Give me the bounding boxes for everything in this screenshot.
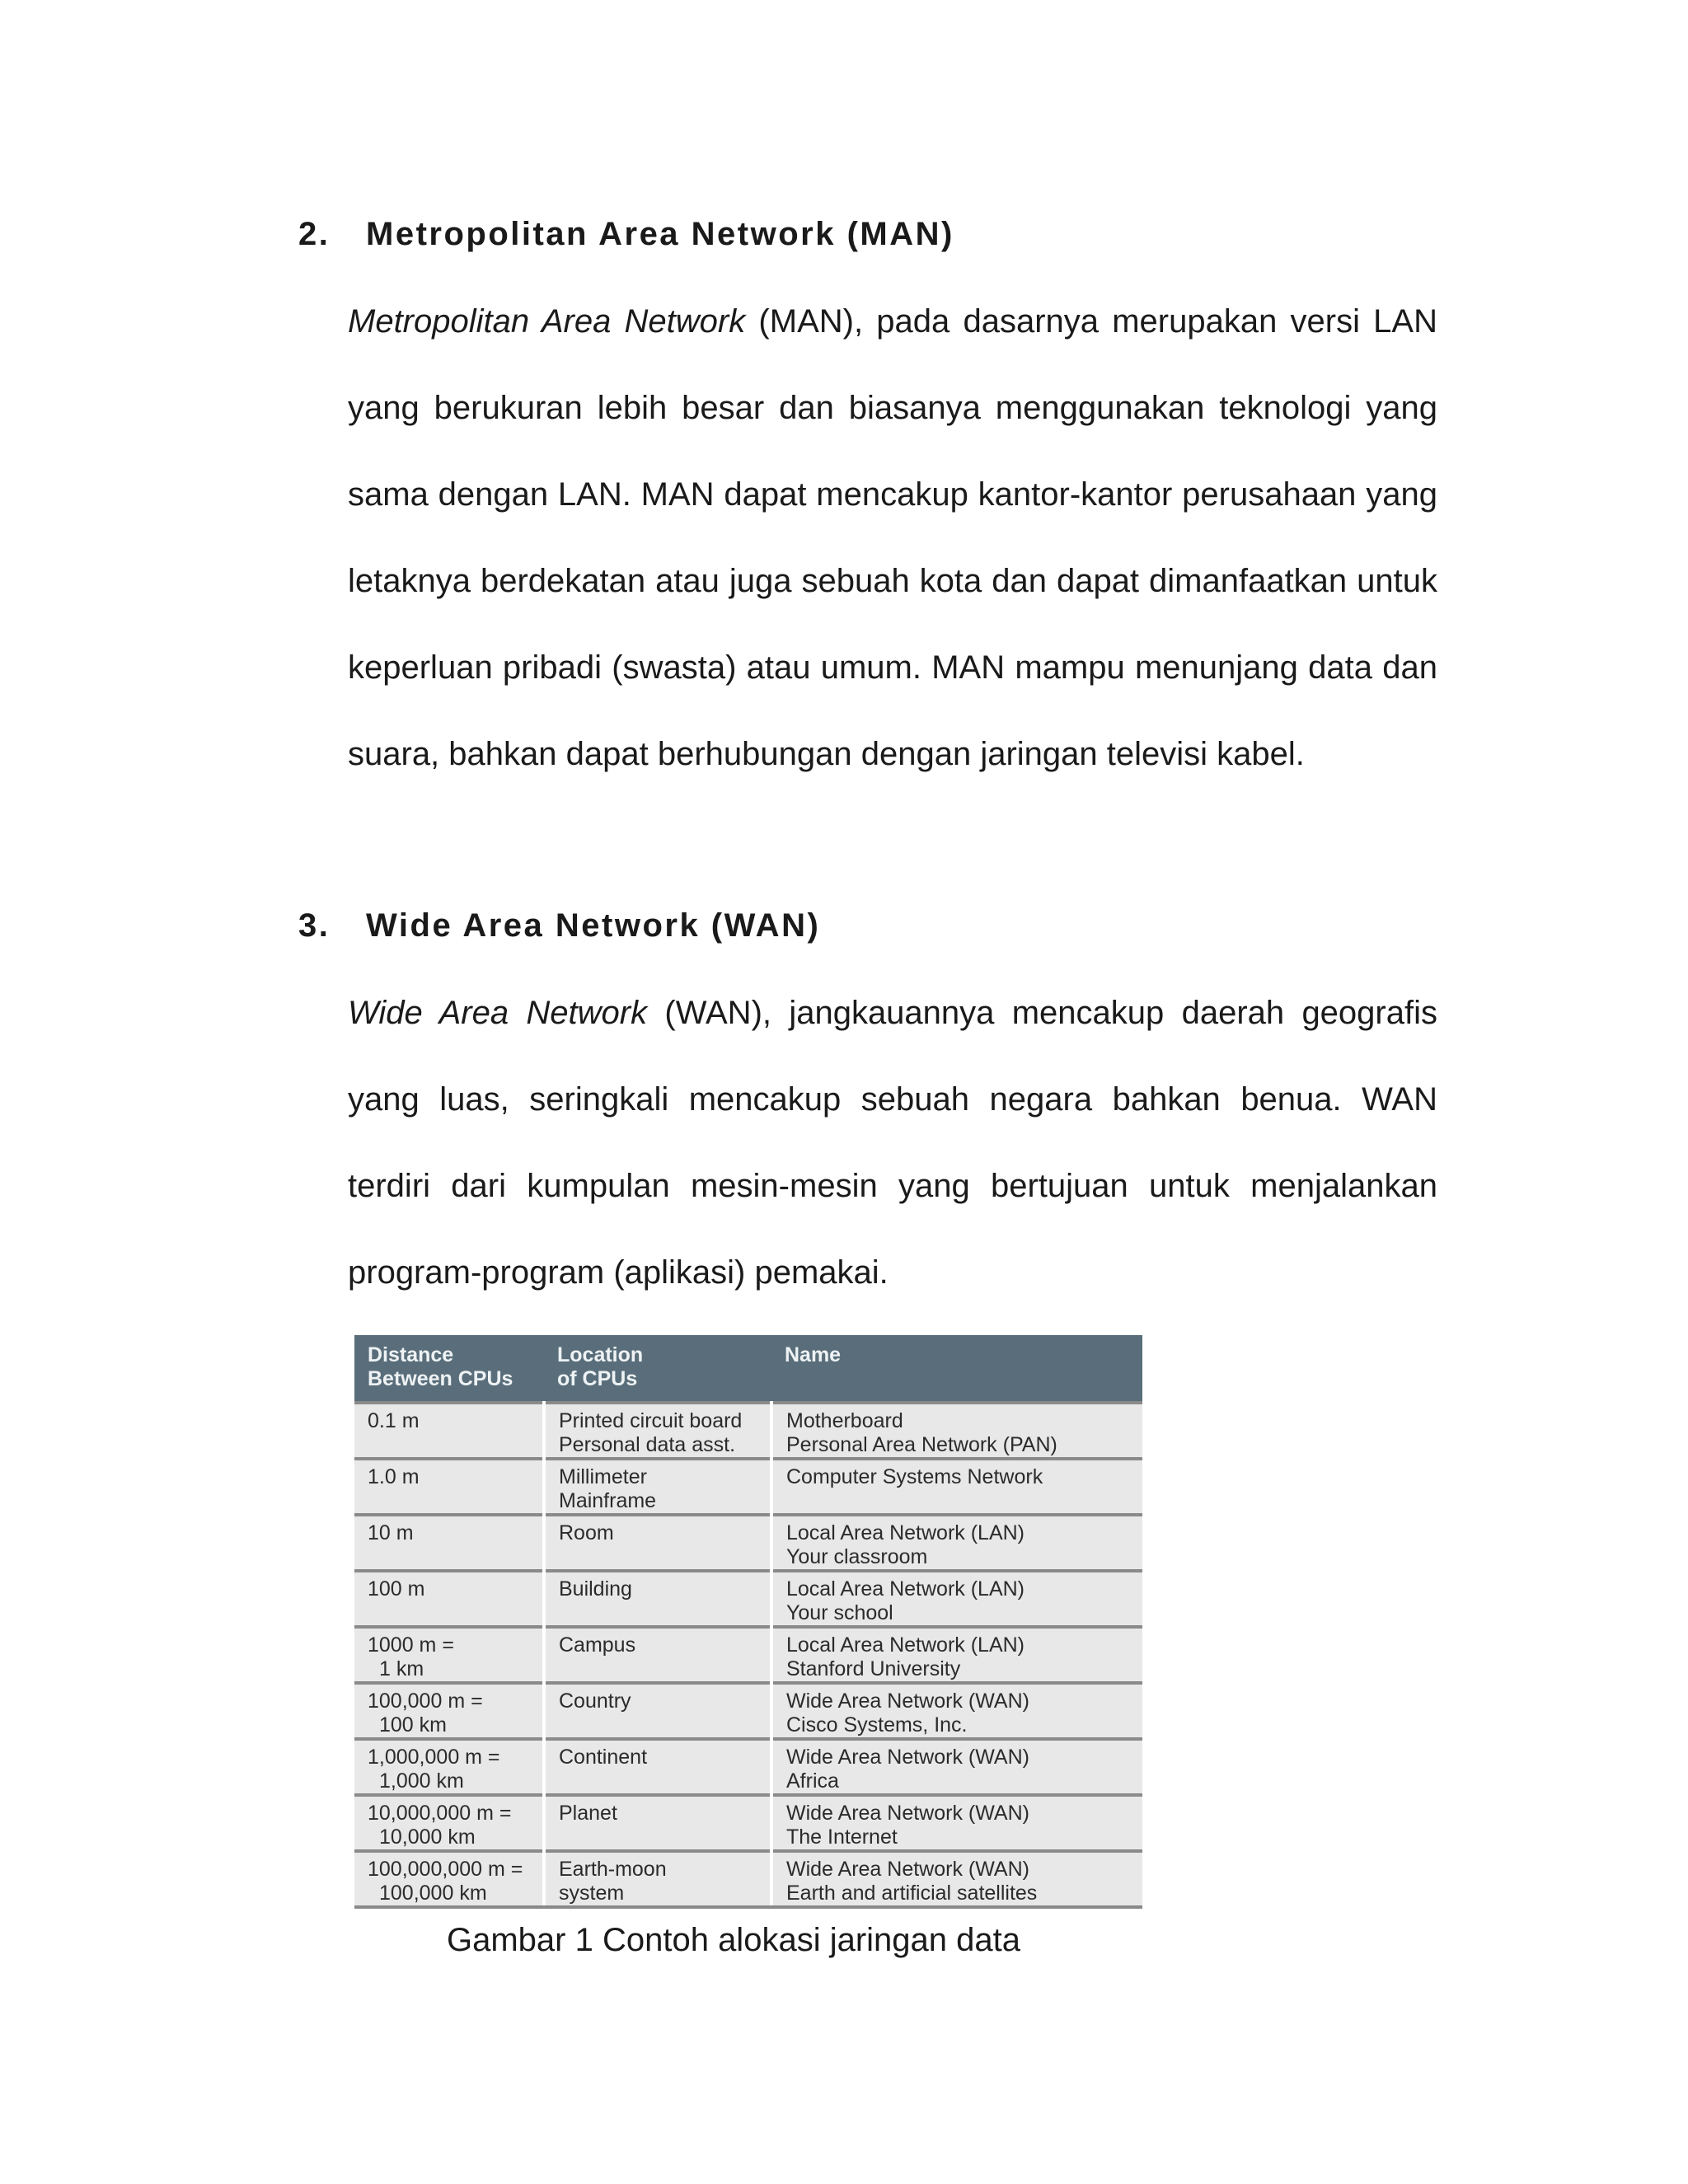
paragraph-man bbox=[348, 279, 1437, 798]
cell-line: Mainframe bbox=[559, 1489, 657, 1512]
figure-caption: Gambar 1 Contoh alokasi jaringan data bbox=[447, 1922, 1020, 1958]
cell-distance bbox=[354, 1403, 544, 1459]
cell-line: Your classroom bbox=[786, 1545, 928, 1568]
cell-line: 1000 m = bbox=[368, 1633, 454, 1657]
cell-name bbox=[771, 1627, 1142, 1683]
cell-line: The Internet bbox=[786, 1825, 898, 1849]
section-number: 3. bbox=[298, 907, 331, 944]
cell-line: 1 km bbox=[379, 1657, 424, 1680]
cell-line: Computer Systems Network bbox=[786, 1465, 1043, 1488]
cell-line: Planet bbox=[559, 1802, 617, 1825]
cell-name bbox=[771, 1739, 1142, 1795]
cell-distance bbox=[354, 1571, 544, 1627]
cell-line: 1,000,000 m = bbox=[368, 1746, 500, 1769]
table-row bbox=[354, 1403, 1142, 1459]
table-row bbox=[354, 1683, 1142, 1739]
cell-distance bbox=[354, 1683, 544, 1739]
paragraph-body: (WAN), jangkauannya mencakup daerah geografis yang luas, seringkali mencakup sebuah negara bahkan benua. WAN terdiri dari kumpulan mesin-mesin yang bertujuan untuk menjalankan program-program (aplikasi) pemakai. bbox=[348, 995, 1437, 1291]
cell-name bbox=[771, 1795, 1142, 1851]
cell-name bbox=[771, 1403, 1142, 1459]
cell-distance bbox=[354, 1795, 544, 1851]
table-body bbox=[354, 1403, 1142, 1907]
table-row bbox=[354, 1627, 1142, 1683]
cell-name bbox=[771, 1571, 1142, 1627]
paragraph-lead-term: Metropolitan Area Network bbox=[348, 303, 746, 340]
cell-line: Cisco Systems, Inc. bbox=[786, 1713, 968, 1736]
cell-line: Earth and artificial satellites bbox=[786, 1882, 1038, 1905]
table-row bbox=[354, 1795, 1142, 1851]
cell-location bbox=[544, 1403, 771, 1459]
cell-line: Wide Area Network (WAN) bbox=[786, 1690, 1029, 1713]
header-location bbox=[544, 1335, 771, 1403]
cell-line: Personal Area Network (PAN) bbox=[786, 1433, 1057, 1456]
cell-location bbox=[544, 1571, 771, 1627]
cell-line: Motherboard bbox=[786, 1409, 903, 1432]
network-scale-table bbox=[354, 1335, 1142, 1909]
cell-location bbox=[544, 1627, 771, 1683]
cell-line: Local Area Network (LAN) bbox=[786, 1577, 1025, 1601]
section-heading-man bbox=[298, 216, 954, 253]
cell-name bbox=[771, 1459, 1142, 1515]
table-row bbox=[354, 1739, 1142, 1795]
paragraph-body: (MAN), pada dasarnya merupakan versi LAN yang berukuran lebih besar dan biasanya menggunakan teknologi yang sama dengan LAN. MAN dapat mencakup kantor-kantor perusahaan yang letaknya berdekatan atau juga sebuah kota dan dapat dimanfaatkan untuk keperluan pribadi (swasta) atau umum. MAN mampu menunjang data dan suara, bahkan dapat berhubungan dengan jaringan televisi kabel. bbox=[348, 303, 1437, 772]
cell-line: system bbox=[559, 1882, 625, 1905]
cell-line: 100,000,000 m = bbox=[368, 1858, 523, 1881]
cell-line: Personal data asst. bbox=[559, 1433, 736, 1456]
table-header-row bbox=[354, 1335, 1142, 1403]
cell-distance bbox=[354, 1627, 544, 1683]
cell-line: 10 m bbox=[368, 1521, 414, 1544]
header-line: Location bbox=[557, 1343, 644, 1366]
cell-name bbox=[771, 1683, 1142, 1739]
header-line: Distance bbox=[368, 1343, 454, 1366]
cell-line: Country bbox=[559, 1690, 631, 1713]
cell-line: 10,000,000 m = bbox=[368, 1802, 512, 1825]
cell-line: Building bbox=[559, 1577, 632, 1601]
cell-line: Wide Area Network (WAN) bbox=[786, 1746, 1029, 1769]
cell-line: 1.0 m bbox=[368, 1465, 420, 1488]
cell-line: Printed circuit board bbox=[559, 1409, 743, 1432]
cell-line: Local Area Network (LAN) bbox=[786, 1633, 1025, 1657]
cell-line: Earth-moon bbox=[559, 1858, 667, 1881]
cell-location bbox=[544, 1459, 771, 1515]
section-title: Metropolitan Area Network (MAN) bbox=[366, 216, 954, 252]
header-name bbox=[771, 1335, 1142, 1403]
cell-distance bbox=[354, 1515, 544, 1571]
header-line: Name bbox=[785, 1343, 842, 1366]
cell-line: Continent bbox=[559, 1746, 648, 1769]
cell-name bbox=[771, 1515, 1142, 1571]
table-row bbox=[354, 1851, 1142, 1907]
cell-line: 100,000 m = bbox=[368, 1690, 483, 1713]
cell-line: 100,000 km bbox=[379, 1882, 487, 1905]
cell-line: Stanford University bbox=[786, 1657, 961, 1680]
cell-location bbox=[544, 1739, 771, 1795]
cell-line: Your school bbox=[786, 1601, 893, 1624]
cell-distance bbox=[354, 1851, 544, 1907]
cell-line: Wide Area Network (WAN) bbox=[786, 1858, 1029, 1881]
section-heading-wan bbox=[298, 907, 820, 944]
cell-distance bbox=[354, 1459, 544, 1515]
cell-location bbox=[544, 1683, 771, 1739]
section-number: 2. bbox=[298, 216, 331, 252]
cell-location bbox=[544, 1515, 771, 1571]
cell-line: Wide Area Network (WAN) bbox=[786, 1802, 1029, 1825]
cell-distance bbox=[354, 1739, 544, 1795]
table-row bbox=[354, 1459, 1142, 1515]
cell-line: 0.1 m bbox=[368, 1409, 420, 1432]
paragraph-lead-term: Wide Area Network bbox=[348, 995, 648, 1031]
header-line: Between CPUs bbox=[368, 1367, 513, 1390]
section-title: Wide Area Network (WAN) bbox=[366, 907, 821, 944]
cell-location bbox=[544, 1851, 771, 1907]
paragraph-wan bbox=[348, 970, 1437, 1316]
cell-line: Room bbox=[559, 1521, 614, 1544]
header-line: of CPUs bbox=[557, 1367, 638, 1390]
cell-line: Millimeter bbox=[559, 1465, 647, 1488]
cell-line: 100 km bbox=[379, 1713, 447, 1736]
cell-line: 10,000 km bbox=[379, 1825, 476, 1849]
cell-line: Africa bbox=[786, 1769, 839, 1793]
cell-line: Campus bbox=[559, 1633, 636, 1657]
cell-line: 100 m bbox=[368, 1577, 425, 1601]
cell-location bbox=[544, 1795, 771, 1851]
cell-name bbox=[771, 1851, 1142, 1907]
cell-line: 1,000 km bbox=[379, 1769, 464, 1793]
table-row bbox=[354, 1515, 1142, 1571]
header-distance bbox=[354, 1335, 544, 1403]
cell-line: Local Area Network (LAN) bbox=[786, 1521, 1025, 1544]
table-row bbox=[354, 1571, 1142, 1627]
